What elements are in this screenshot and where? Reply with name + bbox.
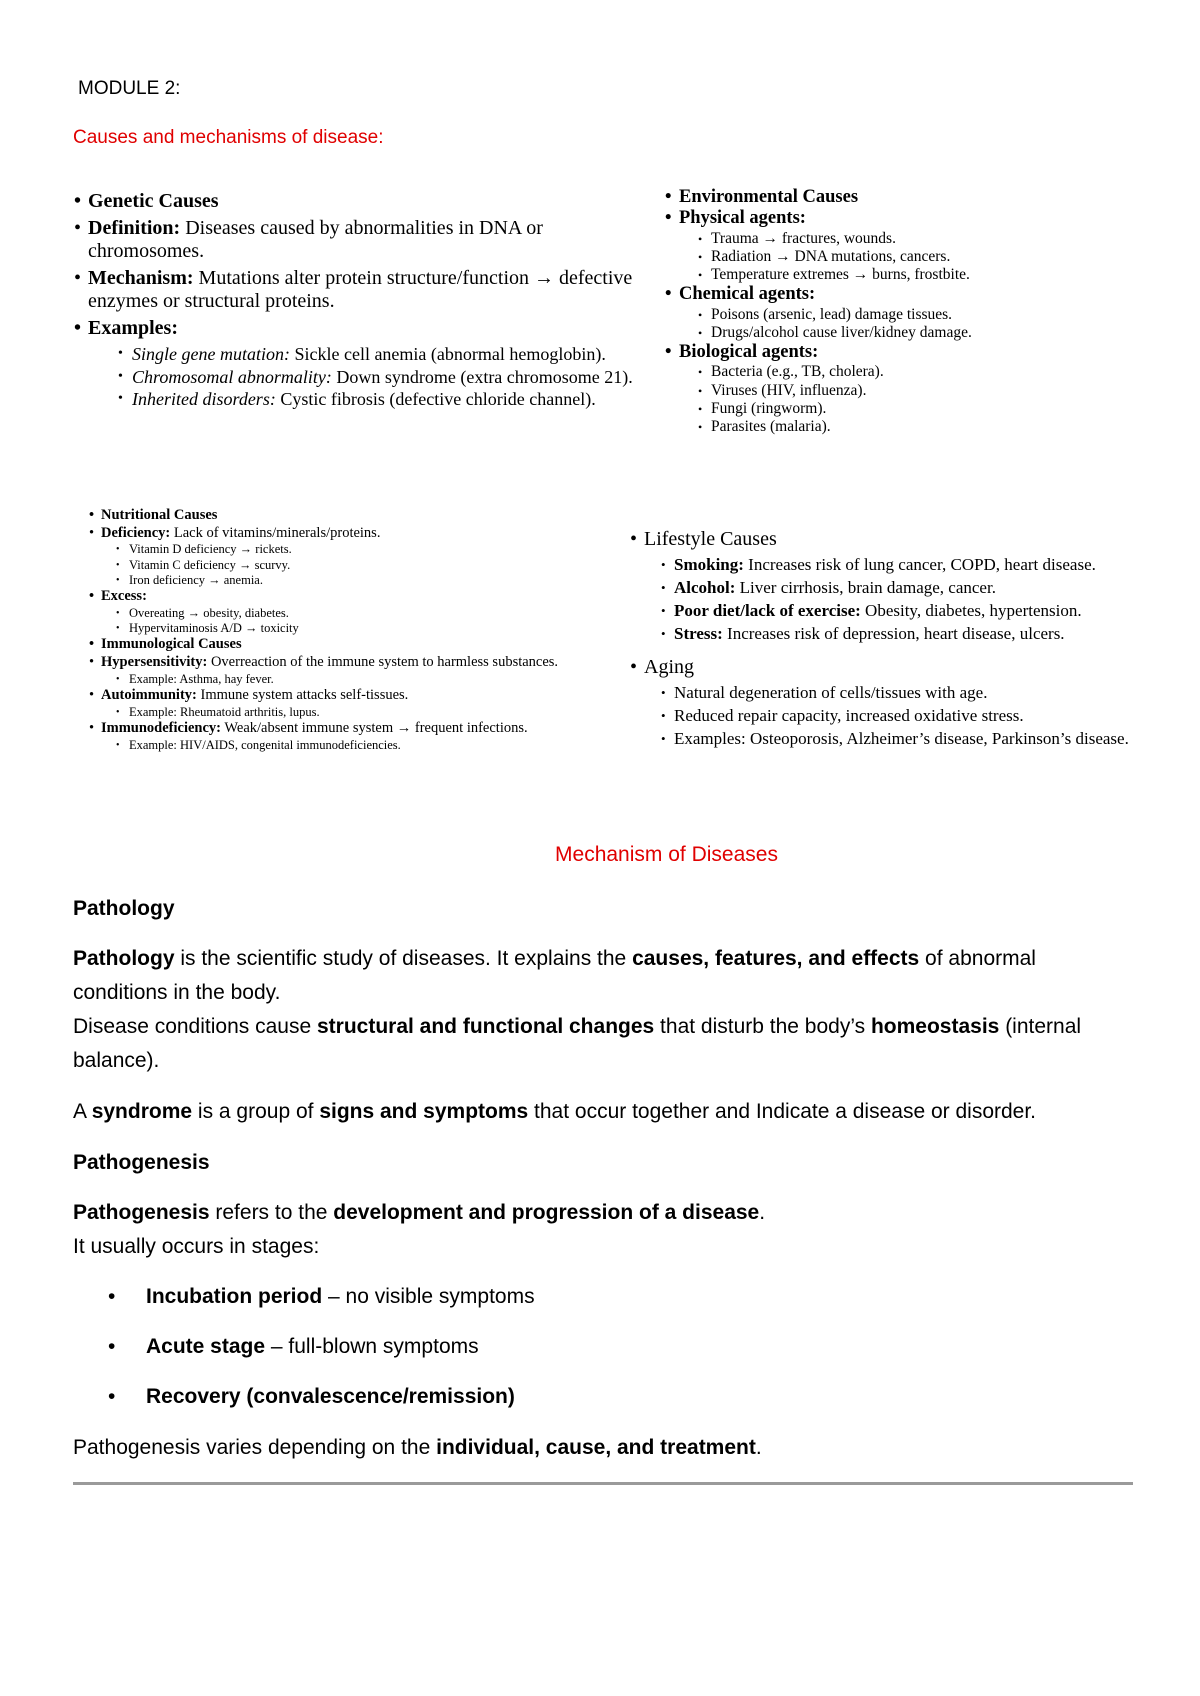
list-item: • Vitamin C deficiency → scurvy. [89, 558, 629, 573]
immunodeficiency-item: • Immunodeficiency: Weak/absent immune system → frequent infections. [89, 720, 629, 738]
list-item: • Vitamin D deficiency → rickets. [89, 542, 629, 557]
pathogenesis-conclusion: Pathogenesis varies depending on the individual, cause, and treatment. [73, 1436, 762, 1459]
pathology-heading: Pathology [73, 897, 175, 920]
nutritional-heading: • Nutritional Causes [89, 507, 629, 525]
deficiency-item: • Deficiency: Lack of vitamins/minerals/proteins. [89, 525, 629, 543]
list-item: • Incubation period – no visible symptoms [108, 1280, 535, 1330]
physical-agents-label: • Physical agents: [665, 208, 1145, 229]
horizontal-rule [73, 1482, 1133, 1485]
list-item: • Natural degeneration of cells/tissues with age. [630, 682, 1190, 705]
biological-agents-label: • Biological agents: [665, 342, 1145, 363]
pathogenesis-paragraph: Pathogenesis refers to the development and progression of a disease. [73, 1201, 766, 1224]
list-item: • Viruses (HIV, influenza). [665, 382, 1145, 400]
list-item: • Smoking: Increases risk of lung cancer, COPD, heart disease. [630, 554, 1190, 577]
list-item: • Examples: Osteoporosis, Alzheimer’s disease, Parkinson’s disease. [630, 728, 1190, 751]
stages-list [108, 1280, 535, 1430]
list-item: • Bacteria (e.g., TB, cholera). [665, 363, 1145, 381]
genetic-causes-block [74, 190, 654, 412]
pathogenesis-heading: Pathogenesis [73, 1151, 210, 1174]
aging-heading: • Aging [630, 654, 1190, 681]
stages-intro: It usually occurs in stages: [73, 1235, 320, 1258]
list-item: • Recovery (convalescence/remission) [108, 1380, 535, 1430]
genetic-definition: • Definition: Diseases caused by abnormalities in DNA or chromosomes. [74, 217, 654, 263]
list-item: • Parasites (malaria). [665, 418, 1145, 436]
module-title: MODULE 2: [78, 78, 181, 99]
genetic-example: • Single gene mutation: Sickle cell anemia (abnormal hemoglobin). [118, 344, 654, 365]
list-item: • Poor diet/lack of exercise: Obesity, diabetes, hypertension. [630, 600, 1190, 623]
list-item: • Iron deficiency → anemia. [89, 573, 629, 588]
genetic-heading: • Genetic Causes [74, 190, 654, 213]
causes-heading: Causes and mechanisms of disease: [73, 127, 384, 148]
genetic-examples-label: • Examples: [74, 317, 654, 340]
environmental-heading: • Environmental Causes [665, 187, 1145, 208]
list-item: • Trauma → fractures, wounds. [665, 230, 1145, 248]
environmental-causes-block [665, 187, 1145, 437]
syndrome-paragraph: A syndrome is a group of signs and symptoms that occur together and Indicate a disease or disorder. [73, 1100, 1037, 1123]
list-item: • Example: Asthma, hay fever. [89, 672, 629, 687]
nutritional-causes-block [89, 507, 629, 753]
lifestyle-heading: • Lifestyle Causes [630, 526, 1190, 553]
pathology-paragraph: Disease conditions cause structural and functional changes that disturb the body’s homeostasis (internal balance). [73, 1015, 1082, 1072]
excess-label: • Excess: [89, 588, 629, 606]
lifestyle-causes-block [630, 526, 1190, 751]
immunological-heading: • Immunological Causes [89, 636, 629, 654]
hypersensitivity-item: • Hypersensitivity: Overreaction of the immune system to harmless substances. [89, 654, 629, 672]
list-item: • Fungi (ringworm). [665, 400, 1145, 418]
list-item: • Example: Rheumatoid arthritis, lupus. [89, 705, 629, 720]
autoimmunity-item: • Autoimmunity: Immune system attacks self-tissues. [89, 687, 629, 705]
list-item: • Overeating → obesity, diabetes. [89, 606, 629, 621]
list-item: • Stress: Increases risk of depression, heart disease, ulcers. [630, 623, 1190, 646]
list-item: • Acute stage – full-blown symptoms [108, 1330, 535, 1380]
genetic-mechanism: • Mechanism: Mutations alter protein structure/function → defective enzymes or structural proteins. [74, 267, 654, 313]
list-item: • Poisons (arsenic, lead) damage tissues. [665, 306, 1145, 324]
list-item: • Drugs/alcohol cause liver/kidney damage. [665, 324, 1145, 342]
list-item: • Radiation → DNA mutations, cancers. [665, 248, 1145, 266]
chemical-agents-label: • Chemical agents: [665, 284, 1145, 305]
pathology-paragraph: Pathology is the scientific study of diseases. It explains the causes, features, and effects of abnormal conditions in the body. [73, 947, 1036, 1004]
list-item: • Hypervitaminosis A/D → toxicity [89, 621, 629, 636]
genetic-example: • Inherited disorders: Cystic fibrosis (defective chloride channel). [118, 389, 654, 410]
list-item: • Example: HIV/AIDS, congenital immunodeficiencies. [89, 738, 629, 753]
list-item: • Alcohol: Liver cirrhosis, brain damage, cancer. [630, 577, 1190, 600]
mechanism-heading: Mechanism of Diseases [555, 843, 778, 866]
list-item: • Reduced repair capacity, increased oxidative stress. [630, 705, 1190, 728]
genetic-example: • Chromosomal abnormality: Down syndrome (extra chromosome 21). [118, 367, 654, 388]
list-item: • Temperature extremes → burns, frostbite. [665, 266, 1145, 284]
